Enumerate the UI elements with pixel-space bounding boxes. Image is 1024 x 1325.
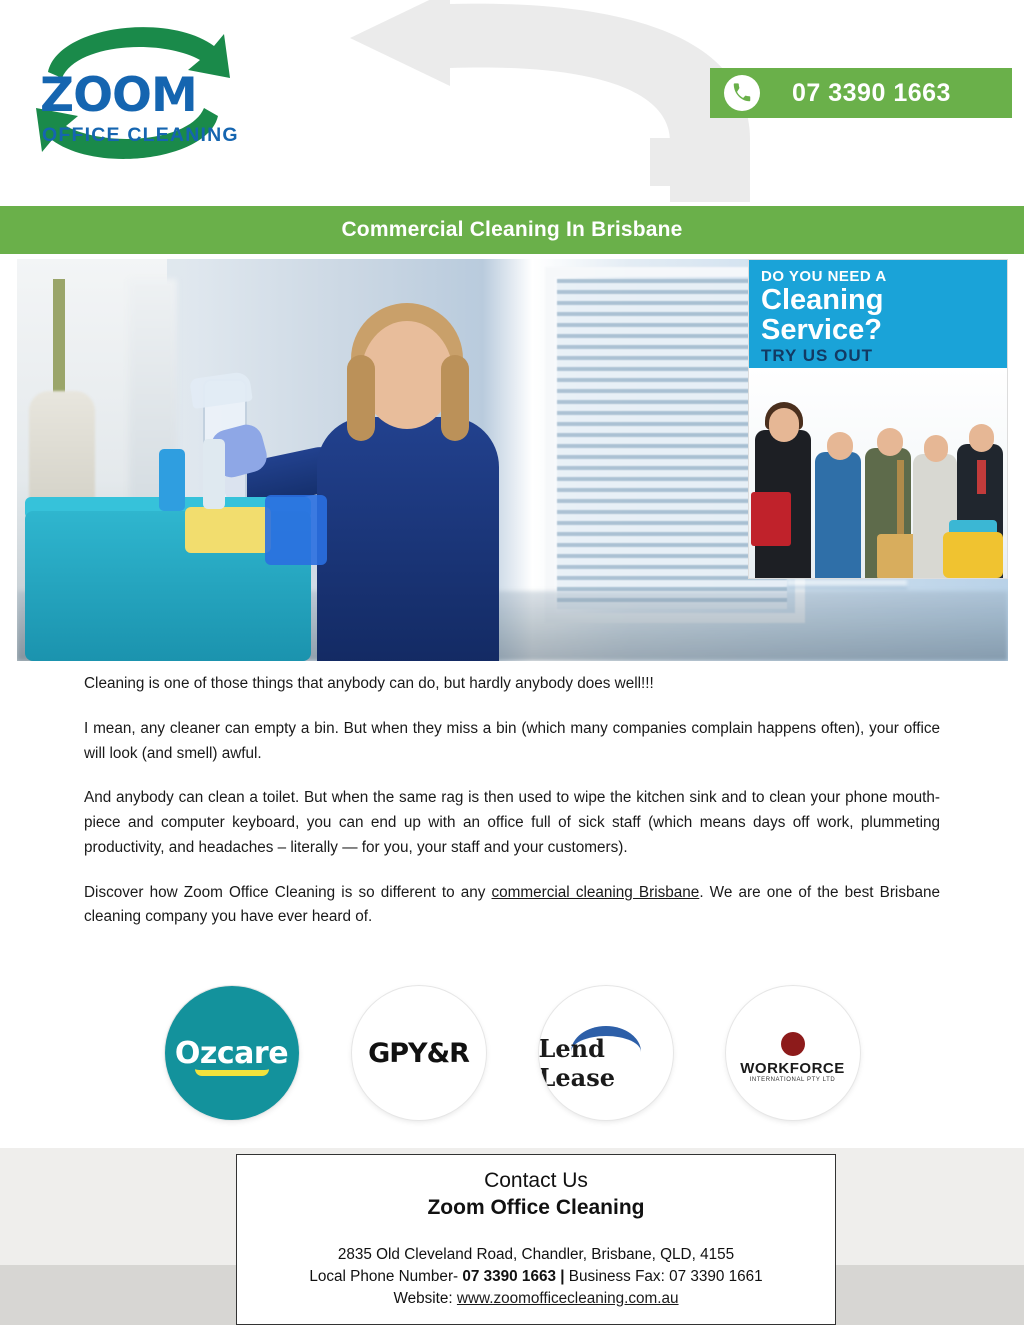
ad-person-1-head (769, 408, 799, 442)
cleaning-service-ad (748, 259, 1008, 579)
paragraph-3: And anybody can clean a toilet. But when the same rag is then used to wipe the kitchen sink and to clean your phone mouth-piece and computer keyboard, you can end up with an office full of sick staff (which means days off work, plummeting productivity, and headaches – literally — for you, your staff and your customers). (84, 789, 940, 856)
cleaner-body (317, 417, 499, 661)
contact-title: Contact Us (484, 1169, 588, 1192)
mop-bucket-icon (943, 532, 1003, 578)
cart-bottle-blue (159, 449, 185, 511)
client-logo-gpyr (352, 986, 486, 1120)
ad-headline-block (749, 260, 1007, 368)
cart-bag (265, 495, 327, 565)
cleaner-hair-left (347, 355, 375, 441)
workforce-seal-icon (781, 1032, 805, 1056)
client-logo-ozcare (165, 986, 299, 1120)
hero-image (17, 259, 1008, 661)
ad-person-5-head (969, 424, 994, 452)
phone-number: 07 3390 1663 (792, 78, 951, 107)
contact-website-link[interactable]: www.zoomofficecleaning.com.au (456, 1290, 679, 1307)
phone-banner[interactable] (710, 68, 1012, 118)
contact-phone-value: 07 3390 1663 (462, 1268, 556, 1285)
cleaning-cloth (185, 507, 271, 553)
contact-separator: | (560, 1268, 565, 1285)
logo-wordmark: ZOOM (40, 68, 197, 123)
ad-person-2-head (827, 432, 853, 460)
page-title-band (0, 206, 1024, 254)
paragraph-4-post: . We are one of the best Brisbane cleaning company you have ever heard of. (84, 883, 940, 926)
cart-bottle-white (203, 439, 225, 509)
ad-line-2: Cleaning Service? (761, 284, 884, 347)
ad-person-5-tie (977, 460, 986, 494)
client-logo-row (0, 986, 1024, 1120)
page-header (0, 0, 1024, 200)
article-body (84, 672, 940, 950)
contact-website-label: Website: (393, 1290, 453, 1307)
ad-line-3: TRY US OUT (761, 345, 874, 365)
contact-brand: Zoom Office Cleaning (427, 1196, 645, 1219)
company-logo[interactable] (18, 20, 248, 165)
phone-icon (724, 75, 760, 111)
cleaner-hair-right (441, 355, 469, 441)
ozcare-wordmark: Ozcare (174, 1035, 289, 1071)
contact-fax: Business Fax: 07 3390 1661 (568, 1268, 763, 1285)
contact-phone-line (237, 1268, 835, 1286)
client-logo-workforce (726, 986, 860, 1120)
commercial-cleaning-link[interactable]: commercial cleaning Brisbane (491, 883, 700, 901)
gpyr-wordmark: GPY&R (368, 1037, 469, 1069)
workforce-lockup (740, 1032, 845, 1083)
paragraph-2: I mean, any cleaner can empty a bin. But when they miss a bin (which many companies complain happens often), your office will look (and smell) awful. (84, 719, 940, 762)
contact-website-line (237, 1290, 835, 1308)
workforce-wordmark: WORKFORCE (740, 1059, 845, 1077)
paragraph-4-pre: Discover how Zoom Office Cleaning is so different to any (84, 883, 492, 901)
contact-card (236, 1154, 836, 1325)
ad-red-folder (751, 492, 791, 546)
ad-person-4-head (924, 435, 948, 462)
logo-tagline: OFFICE CLEANING (42, 124, 239, 146)
lend-lease-wordmark: Lend Lease (538, 1034, 615, 1092)
contact-phone-label: Local Phone Number- (309, 1268, 459, 1285)
page-title: Commercial Cleaning In Brisbane (341, 218, 683, 241)
ad-person-2 (815, 452, 861, 579)
ad-person-3-head (877, 428, 903, 456)
paragraph-4 (84, 881, 940, 931)
client-logo-lend-lease (539, 986, 673, 1120)
workforce-subtext: INTERNATIONAL PTY LTD (749, 1076, 836, 1083)
ad-people-photo (749, 368, 1007, 579)
ad-line-1: DO YOU NEED A (761, 268, 887, 285)
ozcare-underline-icon (195, 1069, 269, 1076)
paragraph-1: Cleaning is one of those things that anybody can do, but hardly anybody does well!!! (84, 675, 654, 692)
contact-address: 2835 Old Cleveland Road, Chandler, Brisbane, QLD, 4155 (337, 1246, 735, 1263)
